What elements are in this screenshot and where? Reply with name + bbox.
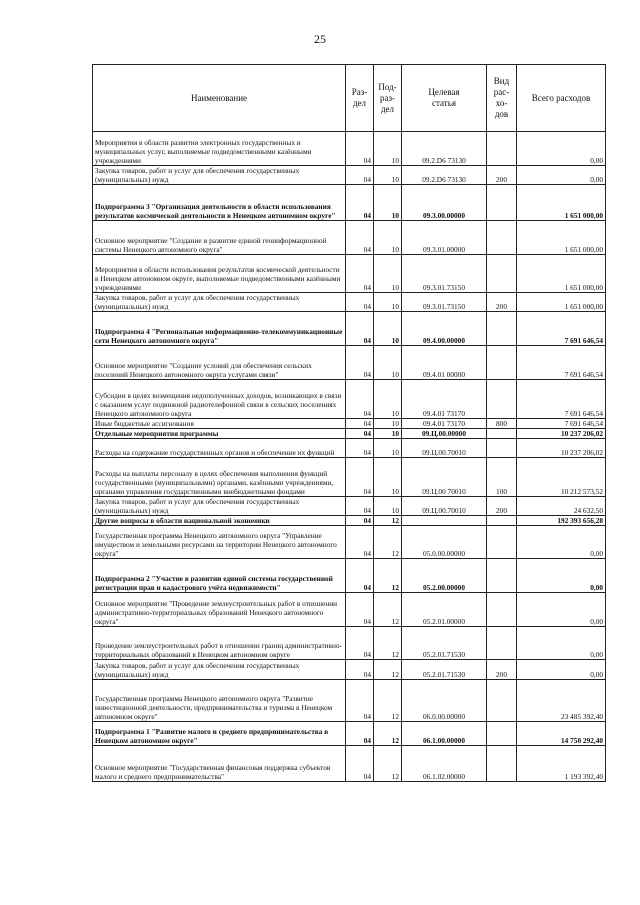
table-row	[93, 312, 606, 346]
cell-name: Подпрограмма 4 "Региональные информационно-телекоммуникационные сети Ненецкого автономного округа"	[93, 312, 346, 346]
cell-razdel: 04	[346, 680, 374, 722]
table-row	[93, 346, 606, 380]
cell-target: 06.1.02.00000	[402, 746, 487, 782]
cell-vid	[487, 680, 517, 722]
cell-razdel: 04	[346, 458, 374, 497]
cell-vid	[487, 722, 517, 746]
cell-name: Закупка товаров, работ и услуг для обеспечения государственных (муниципальных) нужд	[93, 293, 346, 312]
cell-vid	[487, 312, 517, 346]
header-target: Целевая статья	[402, 65, 487, 132]
table-row	[93, 221, 606, 255]
cell-razdel: 04	[346, 526, 374, 559]
cell-name: Расходы на содержание государственных органов и обеспечение их функций	[93, 439, 346, 458]
cell-name: Мероприятия в области использования результатов космической деятельности в Ненецком автономном округе, выполняемые подведомственными казёнными учреждениями	[93, 255, 346, 293]
cell-name: Подпрограмма 3 "Организация деятельности в области использования результатов космической деятельности в Ненецком автономном округе"	[93, 185, 346, 221]
cell-target	[402, 516, 487, 526]
header-razdel: Раз- дел	[346, 65, 374, 132]
cell-razdel: 04	[346, 593, 374, 627]
cell-razdel: 04	[346, 627, 374, 660]
cell-vid: 200	[487, 166, 517, 185]
cell-target: 09.4.01 73170	[402, 380, 487, 419]
cell-name: Мероприятия в области развития электронных государственных и муниципальных услуг, выполняемые подведомственными казёнными учреждениями	[93, 132, 346, 166]
cell-target: 06.0.00.00000	[402, 680, 487, 722]
cell-razdel: 04	[346, 312, 374, 346]
cell-total: 0,00	[517, 526, 606, 559]
cell-podrazdel: 10	[374, 458, 402, 497]
cell-total: 7 691 646,54	[517, 346, 606, 380]
cell-target: 09.Ц.00.00000	[402, 429, 487, 439]
cell-razdel: 04	[346, 660, 374, 680]
cell-name: Основное мероприятие "Проведение землеустроительных работ в отношении административно-территориальных образований Ненецкого автономного округа"	[93, 593, 346, 627]
cell-podrazdel: 10	[374, 132, 402, 166]
cell-podrazdel: 12	[374, 627, 402, 660]
cell-podrazdel: 10	[374, 346, 402, 380]
cell-name: Закупка товаров, работ и услуг для обеспечения государственных (муниципальных) нужд	[93, 660, 346, 680]
cell-podrazdel: 10	[374, 497, 402, 516]
table-row	[93, 439, 606, 458]
cell-vid	[487, 627, 517, 660]
table-row	[93, 526, 606, 559]
cell-total: 1 651 000,00	[517, 185, 606, 221]
cell-name: Проведение землеустроительных работ в отношении границ административно-территориальных образований в Ненецком автономном округе	[93, 627, 346, 660]
cell-podrazdel: 10	[374, 166, 402, 185]
cell-name: Государственная программа Ненецкого автономного округа "Развитие инвестиционной деятельности, предпринимательства и туризма в Ненецком автономном округе"	[93, 680, 346, 722]
cell-name: Основное мероприятие "Создание условий для обеспечения сельских поселений Ненецкого автономного округа услугами связи"	[93, 346, 346, 380]
cell-name: Подпрограмма 2 "Участие в развитии единой системы государственной регистрации прав и кадастрового учёта недвижимости"	[93, 559, 346, 593]
table-header-row	[93, 65, 606, 132]
cell-target: 05.2.00.00000	[402, 559, 487, 593]
cell-podrazdel: 12	[374, 559, 402, 593]
table-row	[93, 255, 606, 293]
cell-total: 0,00	[517, 593, 606, 627]
cell-target: 09.3.00.00000	[402, 185, 487, 221]
cell-podrazdel: 10	[374, 439, 402, 458]
cell-razdel: 04	[346, 497, 374, 516]
table-row	[93, 722, 606, 746]
cell-vid	[487, 221, 517, 255]
cell-vid	[487, 439, 517, 458]
cell-vid	[487, 429, 517, 439]
cell-target: 09.Ц.00.70010	[402, 497, 487, 516]
cell-podrazdel: 12	[374, 593, 402, 627]
cell-name: Субсидии в целях возмещения недополученных доходов, возникающих в связи с оказанием услуг подвижной радиотелефонной связи в сельских поселениях Ненецкого автономного округа	[93, 380, 346, 419]
cell-razdel: 04	[346, 221, 374, 255]
table-row	[93, 132, 606, 166]
cell-vid: 800	[487, 419, 517, 429]
cell-target: 09.2.D6 73130	[402, 166, 487, 185]
table-row	[93, 166, 606, 185]
table-row	[93, 419, 606, 429]
cell-total: 0,00	[517, 166, 606, 185]
cell-name: Другие вопросы в области национальной экономики	[93, 516, 346, 526]
cell-vid: 100	[487, 458, 517, 497]
table-row	[93, 185, 606, 221]
cell-target: 05.2.01.71530	[402, 660, 487, 680]
cell-podrazdel: 12	[374, 516, 402, 526]
cell-vid	[487, 516, 517, 526]
table-row	[93, 559, 606, 593]
cell-name: Государственная программа Ненецкого автономного округа "Управление имуществом и земельными ресурсами на территории Ненецкого автономного округа"	[93, 526, 346, 559]
cell-razdel: 04	[346, 419, 374, 429]
cell-razdel: 04	[346, 255, 374, 293]
budget-table	[92, 64, 606, 782]
cell-total: 0,00	[517, 627, 606, 660]
cell-total: 1 193 392,40	[517, 746, 606, 782]
cell-razdel: 04	[346, 722, 374, 746]
cell-vid	[487, 185, 517, 221]
cell-podrazdel: 12	[374, 660, 402, 680]
cell-total: 0,00	[517, 660, 606, 680]
table-row	[93, 458, 606, 497]
cell-name: Расходы на выплаты персоналу в целях обеспечения выполнения функций государственными (муниципальными) органами, казёнными учреждениями, органами управления государственными внебюджетными фондами	[93, 458, 346, 497]
cell-razdel: 04	[346, 346, 374, 380]
cell-target: 09.2.D6 73130	[402, 132, 487, 166]
cell-total: 7 691 646,54	[517, 312, 606, 346]
cell-podrazdel: 10	[374, 312, 402, 346]
table-row	[93, 680, 606, 722]
cell-podrazdel: 12	[374, 680, 402, 722]
cell-podrazdel: 10	[374, 221, 402, 255]
cell-razdel: 04	[346, 185, 374, 221]
cell-razdel: 04	[346, 132, 374, 166]
cell-total: 24 632,50	[517, 497, 606, 516]
cell-razdel: 04	[346, 293, 374, 312]
cell-vid	[487, 380, 517, 419]
cell-name: Отдельные мероприятия программы	[93, 429, 346, 439]
cell-razdel: 04	[346, 439, 374, 458]
cell-target: 09.4.01 00000	[402, 346, 487, 380]
cell-podrazdel: 10	[374, 419, 402, 429]
cell-podrazdel: 10	[374, 255, 402, 293]
cell-target: 09.3.01.00000	[402, 221, 487, 255]
cell-podrazdel: 12	[374, 526, 402, 559]
cell-total: 10 237 206,02	[517, 439, 606, 458]
table-row	[93, 380, 606, 419]
table-row	[93, 627, 606, 660]
cell-total: 10 212 573,52	[517, 458, 606, 497]
cell-podrazdel: 10	[374, 185, 402, 221]
header-total: Всего расходов	[517, 65, 606, 132]
cell-vid	[487, 559, 517, 593]
cell-total: 1 651 000,00	[517, 293, 606, 312]
cell-total: 0,00	[517, 559, 606, 593]
cell-razdel: 04	[346, 559, 374, 593]
cell-target: 05.2.01.71530	[402, 627, 487, 660]
cell-vid	[487, 526, 517, 559]
cell-target: 06.1.00.00000	[402, 722, 487, 746]
table-row	[93, 293, 606, 312]
cell-name: Основное мероприятие "Государственная финансовая поддержка субъектов малого и среднего предпринимательства"	[93, 746, 346, 782]
table-row	[93, 593, 606, 627]
cell-vid	[487, 346, 517, 380]
cell-podrazdel: 10	[374, 380, 402, 419]
cell-total: 1 651 000,00	[517, 255, 606, 293]
cell-name: Подпрограмма 1 "Развитие малого и среднего предпринимательства в Ненецком автономном округе"	[93, 722, 346, 746]
cell-razdel: 04	[346, 429, 374, 439]
cell-vid: 200	[487, 660, 517, 680]
header-vid: Вид рас- хо- дов	[487, 65, 517, 132]
cell-razdel: 04	[346, 516, 374, 526]
cell-target: 09.Ц.00.70010	[402, 439, 487, 458]
table-row	[93, 746, 606, 782]
cell-podrazdel: 10	[374, 293, 402, 312]
cell-total: 1 651 000,00	[517, 221, 606, 255]
cell-name: Иные бюджетные ассигнования	[93, 419, 346, 429]
cell-total: 192 393 656,28	[517, 516, 606, 526]
cell-podrazdel: 12	[374, 722, 402, 746]
cell-name: Основное мероприятие "Создание и развитие единой геоинформационной системы Ненецкого автономного округа"	[93, 221, 346, 255]
cell-vid	[487, 746, 517, 782]
cell-total: 0,00	[517, 132, 606, 166]
cell-podrazdel: 12	[374, 746, 402, 782]
table-body	[93, 132, 606, 782]
cell-razdel: 04	[346, 166, 374, 185]
cell-name: Закупка товаров, работ и услуг для обеспечения государственных (муниципальных) нужд	[93, 166, 346, 185]
cell-target: 05.2.01.00000	[402, 593, 487, 627]
cell-vid	[487, 593, 517, 627]
cell-total: 7 691 646,54	[517, 380, 606, 419]
cell-target: 09.4.00.00000	[402, 312, 487, 346]
table-row	[93, 660, 606, 680]
cell-razdel: 04	[346, 380, 374, 419]
header-podrazdel: Под- раз- дел	[374, 65, 402, 132]
table-row	[93, 497, 606, 516]
cell-total: 7 691 646,54	[517, 419, 606, 429]
cell-podrazdel: 10	[374, 429, 402, 439]
cell-total: 23 485 392,40	[517, 680, 606, 722]
cell-target: 09.4.01 73170	[402, 419, 487, 429]
cell-name: Закупка товаров, работ и услуг для обеспечения государственных (муниципальных) нужд	[93, 497, 346, 516]
cell-vid	[487, 255, 517, 293]
cell-vid	[487, 132, 517, 166]
cell-vid: 200	[487, 293, 517, 312]
cell-target: 09.Ц.00 70010	[402, 458, 487, 497]
table-row	[93, 516, 606, 526]
cell-total: 14 750 292,40	[517, 722, 606, 746]
cell-target: 09.3.01.73150	[402, 293, 487, 312]
cell-razdel: 04	[346, 746, 374, 782]
header-name: Наименование	[93, 65, 346, 132]
cell-target: 09.3.01.73150	[402, 255, 487, 293]
page-number: 25	[314, 32, 326, 46]
table-row	[93, 429, 606, 439]
cell-total: 10 237 206,02	[517, 429, 606, 439]
cell-target: 05.0.00.00000	[402, 526, 487, 559]
cell-vid: 200	[487, 497, 517, 516]
